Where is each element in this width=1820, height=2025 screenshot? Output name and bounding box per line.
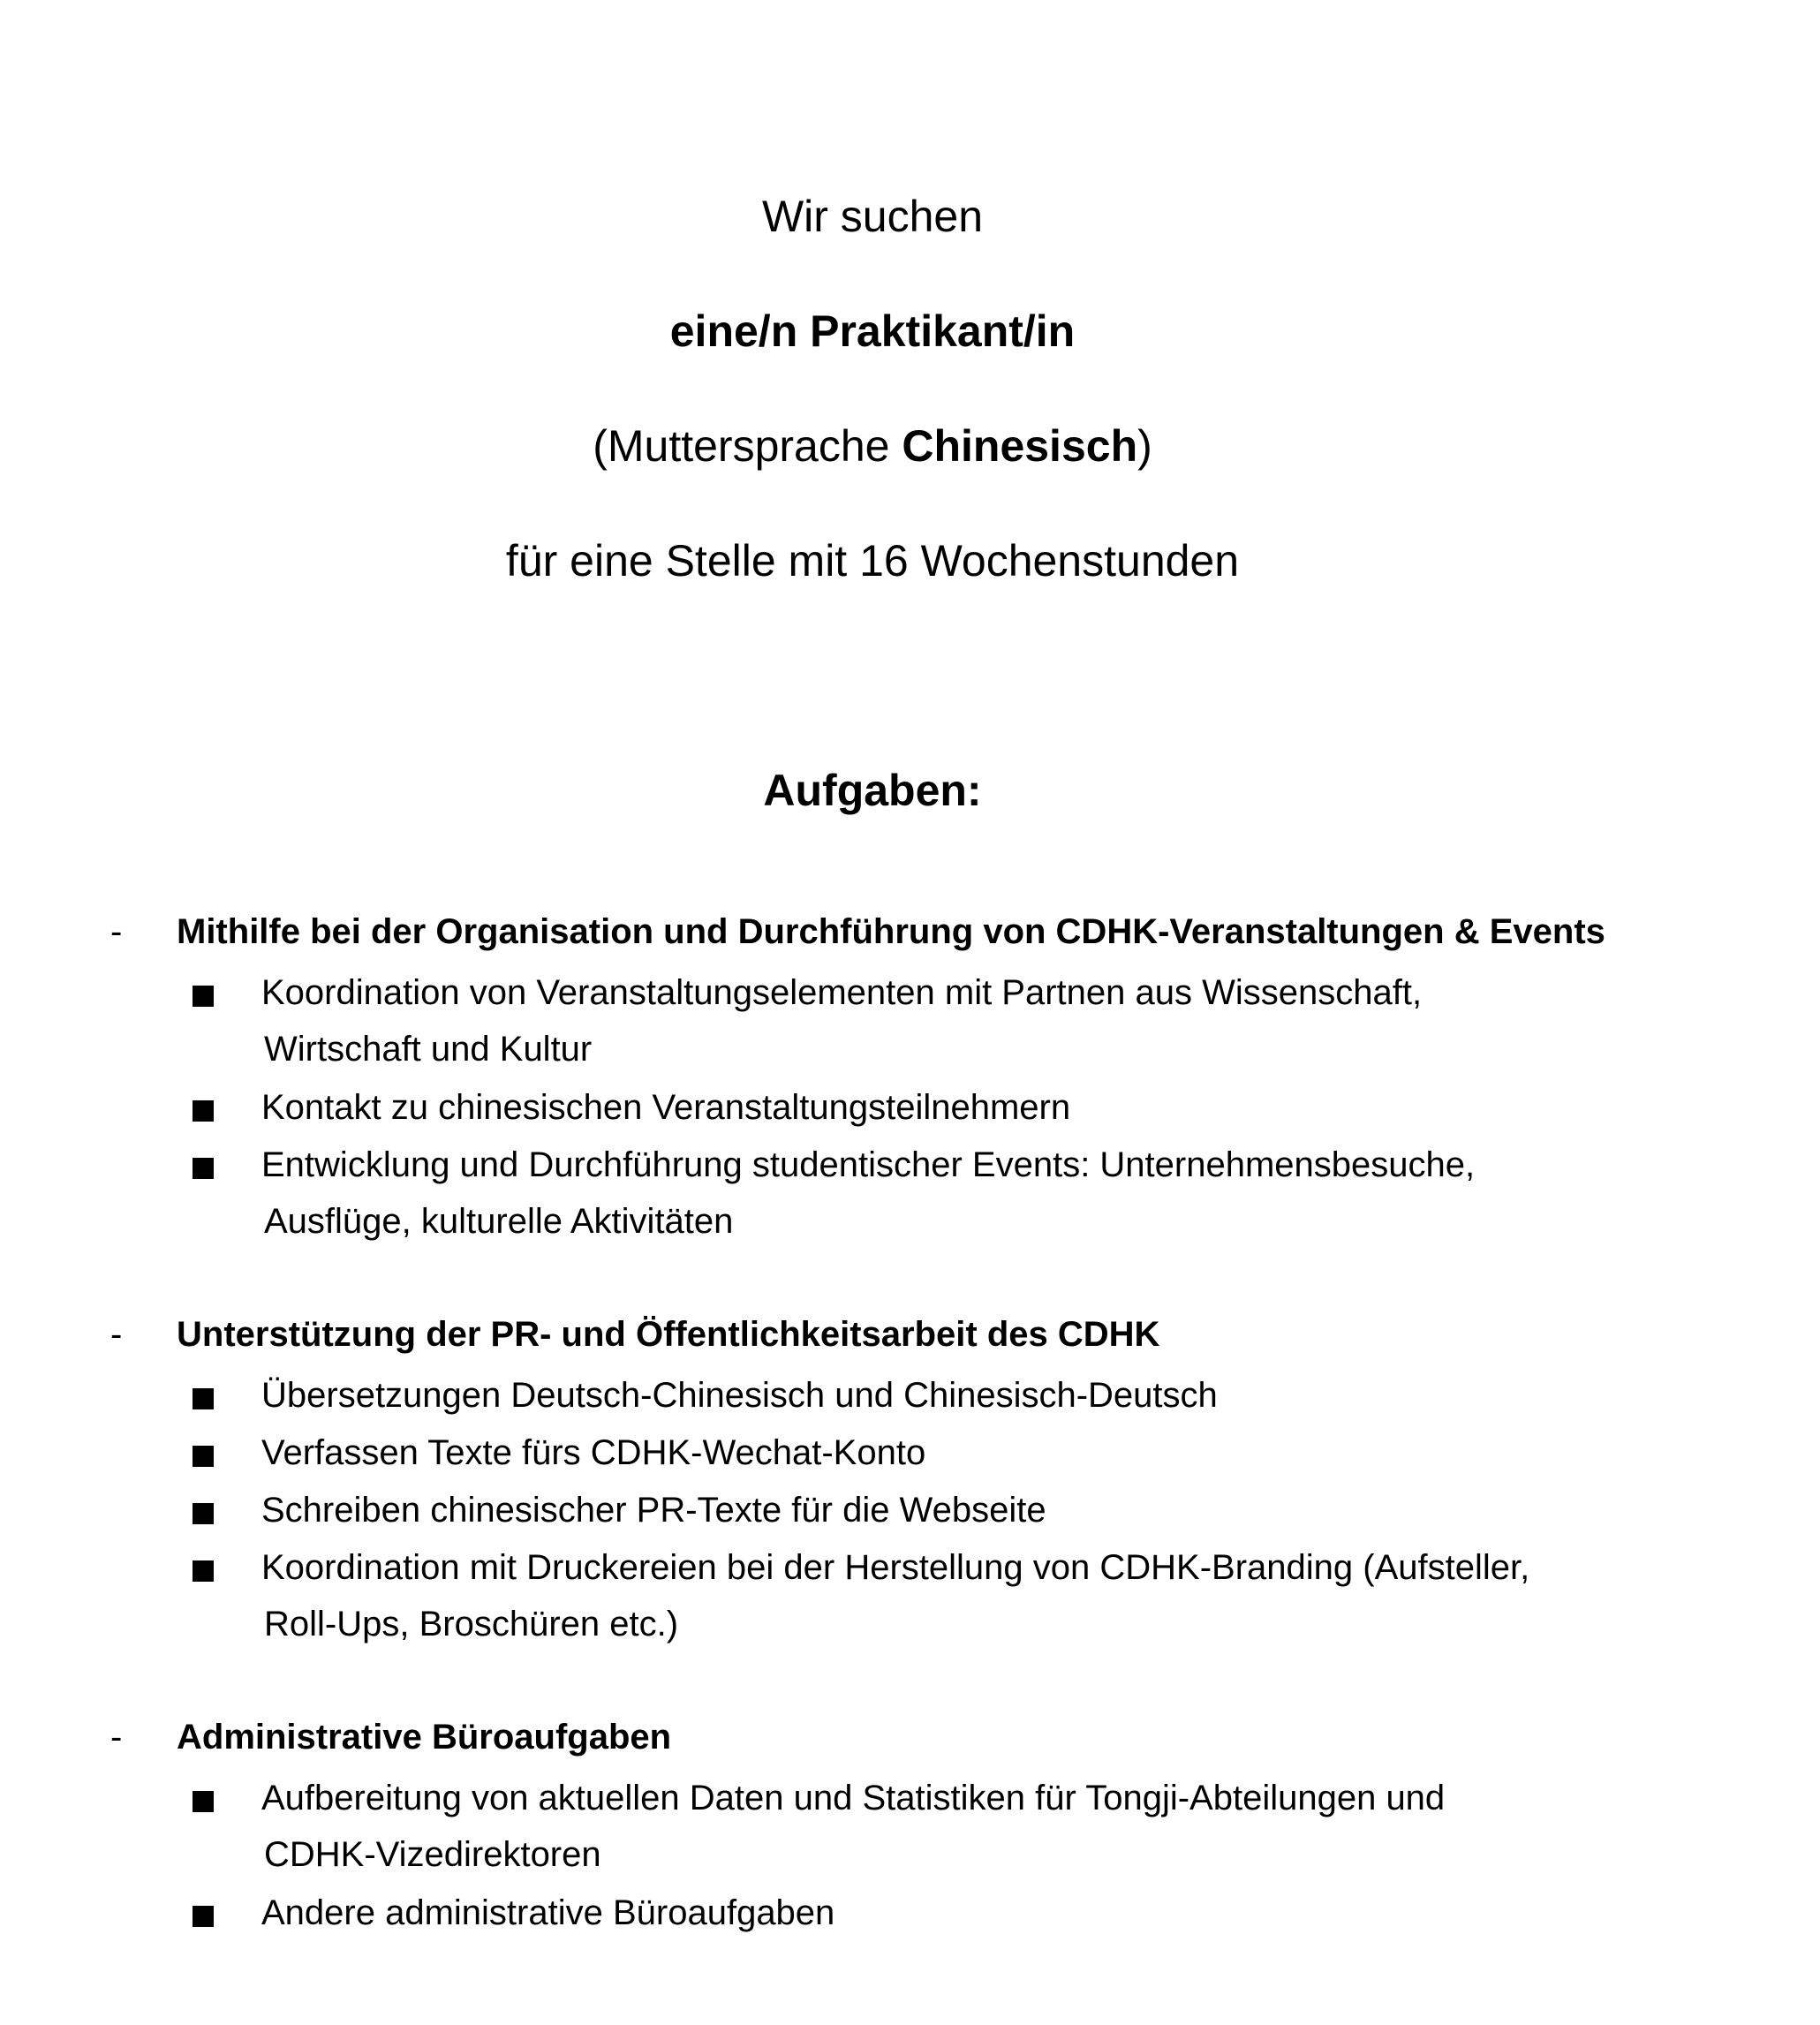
header-wir-suchen: Wir suchen (761, 192, 984, 241)
list-item-line1: Kontakt zu chinesischen Veranstaltungsteilnehmern (261, 1088, 1071, 1127)
list-item-line1: Koordination mit Druckereien bei der Herstellung von CDHK-Branding (Aufsteller, (261, 1548, 1530, 1587)
square-bullet-icon (193, 1100, 214, 1122)
square-bullet-icon (193, 1158, 214, 1179)
header-language-close: ) (1137, 421, 1152, 471)
list-item-line1: Verfassen Texte fürs CDHK-Wechat-Konto (261, 1433, 926, 1472)
list-item-line1: Übersetzungen Deutsch-Chinesisch und Chinesisch-Deutsch (261, 1376, 1218, 1415)
list-item-text (261, 1424, 925, 1481)
header-hours: für eine Stelle mit 16 Wochenstunden (505, 536, 1240, 586)
list-item-text (261, 1367, 1218, 1424)
list-item-text (261, 1137, 1475, 1250)
square-bullet-icon (193, 1446, 214, 1467)
square-bullet-icon (193, 1503, 214, 1524)
section-1-dash: - (110, 912, 123, 951)
section-1-title: Mithilfe bei der Organisation und Durchführung von CDHK-Veranstaltungen & Events (177, 912, 1605, 951)
list-item-line2: CDHK-Vizedirektoren (264, 1835, 601, 1874)
section-2-title: Unterstützung der PR- und Öffentlichkeitsarbeit des CDHK (177, 1315, 1160, 1354)
square-bullet-icon (193, 1906, 214, 1927)
list-item-text (261, 1482, 1046, 1538)
list-item-line2: Wirtschaft und Kultur (264, 1030, 593, 1069)
list-item-line1: Entwicklung und Durchführung studentischer Events: Unternehmensbesuche, (261, 1145, 1476, 1184)
list-item-line2: Ausflüge, kulturelle Aktivitäten (264, 1202, 734, 1241)
square-bullet-icon (193, 986, 214, 1007)
list-item-line1: Andere administrative Büroaufgaben (261, 1893, 835, 1932)
header-language-bold: Chinesisch (902, 421, 1138, 471)
section-3-dash: - (110, 1718, 123, 1757)
list-item-text (261, 1885, 834, 1941)
list-item-text (261, 964, 1422, 1077)
aufgaben-heading: Aufgaben: (763, 766, 982, 815)
list-item-text (261, 1770, 1445, 1883)
list-item-line2: Roll-Ups, Broschüren etc.) (264, 1605, 679, 1643)
section-3-title: Administrative Büroaufgaben (177, 1718, 672, 1757)
square-bullet-icon (193, 1791, 214, 1812)
square-bullet-icon (193, 1388, 214, 1409)
header-language-open: (Muttersprache (593, 421, 902, 471)
list-item-line1: Schreiben chinesischer PR-Texte für die Webseite (261, 1491, 1046, 1530)
list-item-text (261, 1079, 1070, 1136)
list-item-line1: Koordination von Veranstaltungselementen mit Partnen aus Wissenschaft, (261, 973, 1423, 1012)
section-2-dash: - (110, 1315, 123, 1354)
square-bullet-icon (193, 1560, 214, 1582)
list-item-line1: Aufbereitung von aktuellen Daten und Statistiken für Tongji-Abteilungen und (261, 1779, 1446, 1817)
list-item-text (261, 1539, 1529, 1652)
header-position: eine/n Praktikant/in (669, 306, 1076, 356)
header-language (0, 419, 1745, 472)
